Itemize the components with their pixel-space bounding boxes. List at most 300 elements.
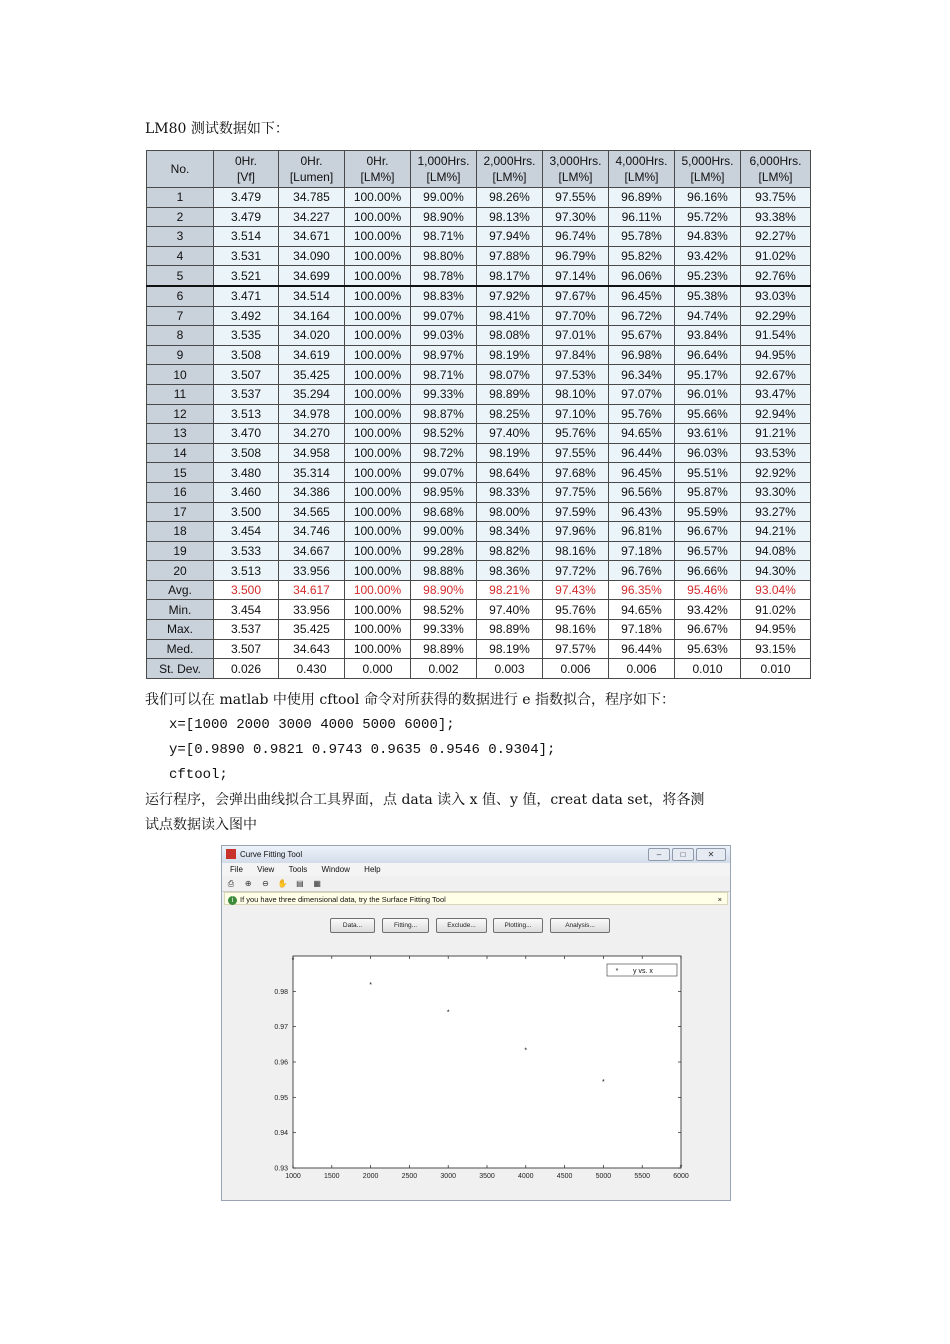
table-cell: 97.55% (543, 443, 609, 463)
column-header-line2: [LM%] (492, 170, 527, 184)
table-cell: 34.565 (279, 502, 345, 522)
table-cell: 95.76% (543, 424, 609, 444)
table-cell: 100.00% (345, 522, 411, 542)
legend-toggle-icon[interactable]: ▤ (296, 879, 304, 889)
table-row (147, 365, 811, 385)
row-label-cell: Min. (147, 600, 214, 620)
table-cell: 3.480 (214, 463, 279, 483)
paragraph-run-line1: 运行程序，会弹出曲线拟合工具界面，点 data 读入 x 值、y 值，creat data set，将各测 (145, 792, 705, 808)
column-header-line1: 0Hr. (234, 154, 257, 168)
menu-tools[interactable]: Tools (288, 865, 308, 874)
table-cell: 97.68% (543, 463, 609, 483)
table-cell: 99.33% (411, 620, 477, 640)
table-row (147, 306, 811, 326)
table-cell: 96.06% (609, 266, 675, 286)
column-header (477, 151, 543, 188)
table-cell: 98.16% (543, 541, 609, 561)
code-line-y: y=[0.9890 0.9821 0.9743 0.9635 0.9546 0.9304]; (169, 742, 556, 758)
table-cell: 96.67% (675, 522, 741, 542)
menu-window[interactable]: Window (321, 865, 350, 874)
row-label-cell: 14 (147, 443, 214, 463)
table-cell: 94.95% (741, 345, 811, 365)
table-row (147, 443, 811, 463)
table-cell: 96.35% (609, 580, 675, 600)
table-cell: 98.90% (411, 580, 477, 600)
column-header (214, 151, 279, 188)
table-cell: 3.470 (214, 424, 279, 444)
table-cell: 95.63% (675, 639, 741, 659)
table-cell: 98.82% (477, 541, 543, 561)
row-label-cell: 3 (147, 227, 214, 247)
table-cell: 98.17% (477, 266, 543, 286)
table-cell: 92.27% (741, 227, 811, 247)
column-header-line2: [LM%] (558, 170, 593, 184)
table-row (147, 188, 811, 208)
table-cell: 91.21% (741, 424, 811, 444)
table-cell: 96.76% (609, 561, 675, 581)
table-cell: 96.79% (543, 246, 609, 266)
table-cell: 34.090 (279, 246, 345, 266)
table-cell: 3.454 (214, 600, 279, 620)
table-cell: 0.430 (279, 659, 345, 679)
y-tick-label: 0.95 (274, 1094, 288, 1102)
table-cell: 96.98% (609, 345, 675, 365)
column-header-line1: 3,000Hrs. (549, 154, 602, 168)
table-cell: 100.00% (345, 463, 411, 483)
table-cell: 98.95% (411, 482, 477, 502)
table-cell: 35.425 (279, 620, 345, 640)
table-cell: 99.00% (411, 522, 477, 542)
table-cell: 95.72% (675, 207, 741, 227)
scatter-plot (222, 846, 730, 1200)
table-cell: 98.87% (411, 404, 477, 424)
table-cell: 3.521 (214, 266, 279, 286)
table-cell: 34.617 (279, 580, 345, 600)
table-cell: 92.94% (741, 404, 811, 424)
table-cell: 3.533 (214, 541, 279, 561)
table-header-row (147, 151, 811, 188)
table-row (147, 384, 811, 404)
table-cell: 100.00% (345, 365, 411, 385)
table-cell: 34.619 (279, 345, 345, 365)
table-cell: 96.01% (675, 384, 741, 404)
table-row (147, 541, 811, 561)
table-cell: 3.507 (214, 365, 279, 385)
table-cell: 97.72% (543, 561, 609, 581)
table-cell: 100.00% (345, 502, 411, 522)
table-cell: 96.03% (675, 443, 741, 463)
table-cell: 98.71% (411, 227, 477, 247)
table-cell: 97.07% (609, 384, 675, 404)
table-cell: 95.59% (675, 502, 741, 522)
table-cell: 95.17% (675, 365, 741, 385)
table-cell: 3.535 (214, 326, 279, 346)
table-cell: 91.02% (741, 600, 811, 620)
table-cell: 92.67% (741, 365, 811, 385)
table-cell: 98.89% (411, 639, 477, 659)
table-cell: 35.314 (279, 463, 345, 483)
y-tick-label: 0.97 (274, 1024, 288, 1032)
data-button[interactable]: Data... (330, 918, 375, 933)
table-cell: 34.746 (279, 522, 345, 542)
table-cell: 100.00% (345, 326, 411, 346)
data-point: * (446, 1009, 450, 1017)
table-row (147, 659, 811, 679)
table-cell: 100.00% (345, 639, 411, 659)
table-cell: 96.67% (675, 620, 741, 640)
table-cell: 100.00% (345, 384, 411, 404)
table-cell: 98.41% (477, 306, 543, 326)
column-header-line1: 1,000Hrs. (417, 154, 470, 168)
data-point: * (679, 1164, 683, 1172)
table-cell: 98.36% (477, 561, 543, 581)
table-cell: 34.667 (279, 541, 345, 561)
row-label-cell: 5 (147, 266, 214, 286)
row-label-cell: 12 (147, 404, 214, 424)
x-tick-label: 3000 (440, 1173, 456, 1180)
table-cell: 34.227 (279, 207, 345, 227)
row-label-cell: 20 (147, 561, 214, 581)
column-header (411, 151, 477, 188)
table-cell: 0.006 (543, 659, 609, 679)
table-row (147, 326, 811, 346)
table-cell: 99.07% (411, 463, 477, 483)
table-row (147, 600, 811, 620)
table-cell: 0.000 (345, 659, 411, 679)
table-cell: 98.21% (477, 580, 543, 600)
table-cell: 97.43% (543, 580, 609, 600)
table-cell: 96.44% (609, 443, 675, 463)
print-icon[interactable]: ⎙ (227, 879, 235, 889)
table-cell: 99.28% (411, 541, 477, 561)
column-header-line1: 2,000Hrs. (483, 154, 536, 168)
table-cell: 97.18% (609, 620, 675, 640)
table-cell: 98.00% (477, 502, 543, 522)
maximize-button[interactable]: □ (672, 848, 694, 861)
table-cell: 3.479 (214, 207, 279, 227)
column-header-line1: 4,000Hrs. (615, 154, 668, 168)
table-cell: 97.94% (477, 227, 543, 247)
y-tick-label: 0.94 (274, 1130, 288, 1138)
table-cell: 98.52% (411, 424, 477, 444)
table-cell: 96.89% (609, 188, 675, 208)
table-cell: 95.66% (675, 404, 741, 424)
table-cell: 94.83% (675, 227, 741, 247)
data-point: * (524, 1047, 528, 1055)
row-label-cell: St. Dev. (147, 659, 214, 679)
legend-marker: * (615, 968, 619, 975)
table-cell: 98.97% (411, 345, 477, 365)
table-cell: 33.956 (279, 600, 345, 620)
table-cell: 3.513 (214, 561, 279, 581)
table-row (147, 227, 811, 247)
table-cell: 96.34% (609, 365, 675, 385)
table-cell: 3.492 (214, 306, 279, 326)
fitting-button[interactable]: Fitting... (382, 918, 429, 933)
table-cell: 33.956 (279, 561, 345, 581)
table-cell: 35.425 (279, 365, 345, 385)
table-row (147, 580, 811, 600)
table-cell: 34.164 (279, 306, 345, 326)
table-cell: 95.87% (675, 482, 741, 502)
row-label-cell: 11 (147, 384, 214, 404)
table-cell: 34.386 (279, 482, 345, 502)
table-cell: 34.270 (279, 424, 345, 444)
x-tick-label: 5500 (634, 1173, 650, 1180)
table-cell: 93.84% (675, 326, 741, 346)
x-tick-label: 5000 (595, 1173, 612, 1180)
legend-label: y vs. x (633, 968, 653, 975)
table-cell: 98.89% (477, 620, 543, 640)
column-header-line1: 6,000Hrs. (749, 154, 802, 168)
table-cell: 0.026 (214, 659, 279, 679)
table-cell: 94.65% (609, 600, 675, 620)
table-cell: 97.84% (543, 345, 609, 365)
column-header-line1: No. (170, 162, 190, 176)
table-cell: 98.34% (477, 522, 543, 542)
table-cell: 93.38% (741, 207, 811, 227)
table-cell: 97.14% (543, 266, 609, 286)
pan-icon[interactable]: ✋ (277, 879, 288, 889)
table-cell: 93.61% (675, 424, 741, 444)
table-cell: 3.513 (214, 404, 279, 424)
table-cell: 96.44% (609, 639, 675, 659)
info-icon: i (228, 896, 237, 905)
zoom-out-icon[interactable]: ⊖ (262, 879, 269, 889)
table-cell: 97.67% (543, 286, 609, 306)
code-line-cftool: cftool; (169, 767, 228, 783)
row-label-cell: Max. (147, 620, 214, 640)
table-cell: 3.508 (214, 345, 279, 365)
intro-text: LM80 测试数据如下： (145, 121, 289, 137)
table-cell: 98.10% (543, 384, 609, 404)
close-window-button[interactable]: ✕ (696, 848, 726, 861)
row-label-cell: 9 (147, 345, 214, 365)
x-tick-label: 2500 (401, 1173, 418, 1180)
table-cell: 98.19% (477, 345, 543, 365)
table-cell: 100.00% (345, 227, 411, 247)
row-label-cell: 13 (147, 424, 214, 444)
table-row (147, 463, 811, 483)
zoom-in-icon[interactable]: ⊕ (244, 879, 252, 889)
table-cell: 93.04% (741, 580, 811, 600)
column-header (675, 151, 741, 188)
table-cell: 93.27% (741, 502, 811, 522)
table-row (147, 286, 811, 306)
column-header (741, 151, 811, 188)
table-cell: 100.00% (345, 306, 411, 326)
table-cell: 97.10% (543, 404, 609, 424)
table-cell: 94.95% (741, 620, 811, 640)
table-row (147, 246, 811, 266)
table-cell: 95.76% (609, 404, 675, 424)
table-cell: 3.500 (214, 580, 279, 600)
table-cell: 93.42% (675, 600, 741, 620)
table-cell: 98.16% (543, 620, 609, 640)
data-point: * (369, 981, 372, 989)
table-cell: 100.00% (345, 580, 411, 600)
table-row (147, 266, 811, 286)
x-tick-label: 3500 (479, 1173, 495, 1180)
table-cell: 34.020 (279, 326, 345, 346)
column-header (609, 151, 675, 188)
row-label-cell: 10 (147, 365, 214, 385)
table-cell: 98.19% (477, 639, 543, 659)
table-cell: 98.89% (477, 384, 543, 404)
table-cell: 96.11% (609, 207, 675, 227)
table-cell: 98.80% (411, 246, 477, 266)
table-cell: 98.07% (477, 365, 543, 385)
column-header-line2: [LM%] (426, 170, 461, 184)
table-cell: 92.92% (741, 463, 811, 483)
table-cell: 98.71% (411, 365, 477, 385)
table-cell: 94.65% (609, 424, 675, 444)
table-row (147, 424, 811, 444)
column-header-line1: 0Hr. (366, 154, 389, 168)
table-cell: 93.53% (741, 443, 811, 463)
column-header-line2: [Vf] (236, 170, 255, 184)
table-cell: 96.81% (609, 522, 675, 542)
table-row (147, 345, 811, 365)
table-cell: 34.785 (279, 188, 345, 208)
menu-view[interactable]: View (257, 865, 275, 874)
table-cell: 35.294 (279, 384, 345, 404)
table-cell: 97.40% (477, 600, 543, 620)
table-cell: 3.454 (214, 522, 279, 542)
table-row (147, 561, 811, 581)
table-cell: 98.78% (411, 266, 477, 286)
menu-file[interactable]: File (230, 865, 243, 874)
table-cell: 98.19% (477, 443, 543, 463)
table-row (147, 482, 811, 502)
table-cell: 97.18% (609, 541, 675, 561)
table-cell: 95.38% (675, 286, 741, 306)
table-row (147, 502, 811, 522)
table-cell: 97.70% (543, 306, 609, 326)
table-cell: 34.978 (279, 404, 345, 424)
table-cell: 96.43% (609, 502, 675, 522)
table-cell: 93.75% (741, 188, 811, 208)
column-header-line1: 5,000Hrs. (681, 154, 734, 168)
row-label-cell: 6 (147, 286, 214, 306)
x-tick-label: 4000 (518, 1173, 534, 1180)
table-cell: 3.514 (214, 227, 279, 247)
table-cell: 97.55% (543, 188, 609, 208)
table-cell: 96.56% (609, 482, 675, 502)
table-cell: 91.54% (741, 326, 811, 346)
table-cell: 99.07% (411, 306, 477, 326)
column-header (147, 151, 214, 188)
table-cell: 97.92% (477, 286, 543, 306)
table-cell: 98.72% (411, 443, 477, 463)
table-cell: 97.53% (543, 365, 609, 385)
y-tick-label: 0.93 (274, 1165, 288, 1173)
row-label-cell: Avg. (147, 580, 214, 600)
table-cell: 3.537 (214, 620, 279, 640)
info-message: If you have three dimensional data, try the Surface Fitting Tool (240, 895, 446, 904)
table-cell: 99.00% (411, 188, 477, 208)
data-point: * (602, 1079, 605, 1087)
table-row (147, 207, 811, 227)
table-cell: 3.471 (214, 286, 279, 306)
table-cell: 0.003 (477, 659, 543, 679)
x-tick-label: 6000 (673, 1173, 689, 1180)
exclude-button[interactable]: Exclude... (436, 918, 487, 933)
table-cell: 34.958 (279, 443, 345, 463)
plotting-button[interactable]: Plotting... (493, 918, 543, 933)
column-header-line2: [Lumen] (289, 170, 334, 184)
table-cell: 92.76% (741, 266, 811, 286)
grid-toggle-icon[interactable]: ▦ (313, 879, 321, 889)
table-cell: 98.13% (477, 207, 543, 227)
table-cell: 96.45% (609, 463, 675, 483)
info-close-icon[interactable]: × (717, 895, 722, 904)
table-cell: 100.00% (345, 266, 411, 286)
row-label-cell: 4 (147, 246, 214, 266)
column-header-line2: [LM%] (690, 170, 725, 184)
row-label-cell: 17 (147, 502, 214, 522)
table-cell: 99.33% (411, 384, 477, 404)
column-header-line2: [LM%] (624, 170, 659, 184)
table-cell: 100.00% (345, 207, 411, 227)
table-cell: 3.460 (214, 482, 279, 502)
table-cell: 97.88% (477, 246, 543, 266)
table-cell: 93.42% (675, 246, 741, 266)
table-cell: 100.00% (345, 286, 411, 306)
table-cell: 98.08% (477, 326, 543, 346)
table-cell: 3.507 (214, 639, 279, 659)
lm80-data-table (146, 150, 811, 679)
table-cell: 98.25% (477, 404, 543, 424)
y-tick-label: 0.96 (274, 1059, 288, 1067)
x-tick-label: 2000 (362, 1173, 379, 1180)
table-cell: 96.66% (675, 561, 741, 581)
column-header (345, 151, 411, 188)
table-cell: 97.30% (543, 207, 609, 227)
table-cell: 94.30% (741, 561, 811, 581)
analysis-button[interactable]: Analysis... (550, 918, 610, 933)
table-cell: 97.40% (477, 424, 543, 444)
row-label-cell: 18 (147, 522, 214, 542)
y-tick-label: 0.98 (274, 988, 288, 996)
row-label-cell: 19 (147, 541, 214, 561)
table-cell: 98.64% (477, 463, 543, 483)
table-cell: 95.23% (675, 266, 741, 286)
table-cell: 94.74% (675, 306, 741, 326)
table-cell: 0.010 (675, 659, 741, 679)
table-cell: 34.643 (279, 639, 345, 659)
table-cell: 100.00% (345, 188, 411, 208)
column-header-line2: [LM%] (360, 170, 395, 184)
paragraph-matlab: 我们可以在 matlab 中使用 cftool 命令对所获得的数据进行 e 指数拟合，程序如下： (145, 692, 676, 708)
table-cell: 93.15% (741, 639, 811, 659)
paragraph-run-line2: 试点数据读入图中 (145, 817, 257, 833)
table-cell: 0.002 (411, 659, 477, 679)
table-cell: 94.08% (741, 541, 811, 561)
table-cell: 100.00% (345, 443, 411, 463)
menu-help[interactable]: Help (364, 865, 381, 874)
data-point: * (291, 957, 295, 965)
table-row (147, 522, 811, 542)
row-label-cell: Med. (147, 639, 214, 659)
table-cell: 98.33% (477, 482, 543, 502)
minimize-button[interactable]: – (648, 848, 670, 861)
code-line-x: x=[1000 2000 3000 4000 5000 6000]; (169, 717, 455, 733)
table-cell: 100.00% (345, 600, 411, 620)
table-cell: 96.57% (675, 541, 741, 561)
table-row (147, 404, 811, 424)
table-cell: 3.508 (214, 443, 279, 463)
